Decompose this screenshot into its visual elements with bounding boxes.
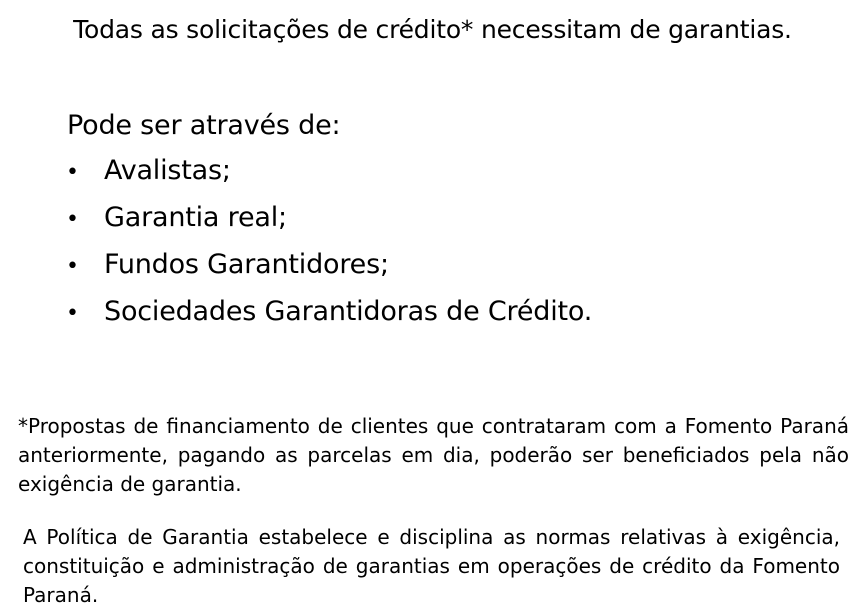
guarantee-option-label: Garantia real; <box>104 202 287 233</box>
guarantee-option-label: Avalistas; <box>104 155 231 186</box>
policy-note-text: A Política de Garantia estabelece e disciplina as normas relativas à exigência, constituição e administração de garantias em operações de crédito da Fomento Paraná. <box>23 525 840 607</box>
bullet-icon: • <box>66 254 79 279</box>
guarantee-option-label: Fundos Garantidores; <box>104 249 389 280</box>
guarantee-options-list <box>66 151 592 339</box>
bullet-icon: • <box>66 301 79 326</box>
guarantee-option-item <box>66 292 592 339</box>
guarantee-option-item <box>66 245 592 292</box>
bullet-icon: • <box>66 207 79 232</box>
bullet-icon: • <box>66 160 79 185</box>
guarantee-option-item <box>66 198 592 245</box>
footnote-text: *Propostas de financiamento de clientes que contrataram com a Fomento Paraná anteriormente, pagando as parcelas em dia, poderão ser beneficiados pela não exigência de garantia. <box>18 414 849 496</box>
intro-text: Pode ser através de: <box>67 110 341 141</box>
guarantee-option-item <box>66 151 592 198</box>
guarantee-option-label: Sociedades Garantidoras de Crédito. <box>104 296 593 327</box>
slide-title: Todas as solicitações de crédito* necessitam de garantias. <box>73 15 792 44</box>
